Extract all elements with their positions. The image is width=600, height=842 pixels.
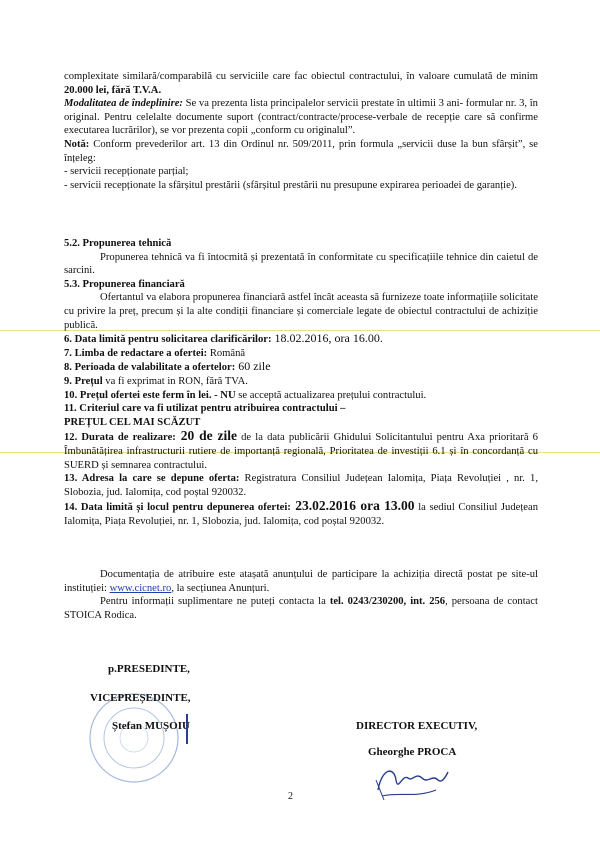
vice-signature-mark <box>180 712 194 746</box>
director-label: DIRECTOR EXECUTIV, <box>356 720 478 732</box>
item-11-value: PREȚUL CEL MAI SCĂZUT <box>64 416 201 428</box>
documentation-paragraph: Documentația de atribuire este atașată anunțului de participare la achiziția directă postat pe site-ul instituției: www.cicnet.ro, la secțiunea Anunțuri. <box>64 569 538 594</box>
vicepresedinte-name: Ștefan MUȘOIU <box>112 720 190 732</box>
section-heading: 5.3. Propunerea financiară <box>64 278 185 290</box>
vicepresedinte-label: VICEPREȘEDINTE, <box>90 692 191 704</box>
modalitate-paragraph: Modalitatea de îndeplinire: Se va prezenta lista principalelor servicii prestate în ultimii 3 ani- formular nr. 3, în original. Pentru celelalte documente suport (contract/contracte/procese-verbale de recepție care să confirme executarea lucrărilor), se vor prezenta copii „conform cu originalul”. <box>64 98 538 137</box>
website-link[interactable]: www.cicnet.ro <box>109 582 172 594</box>
nota-paragraph: Notă: Conform prevederilor art. 13 din Ordinul nr. 509/2011, prin formula „servicii duse la bun sfârșit”, se înțeleg: <box>64 138 538 164</box>
item-11: 11. Criteriul care va fi utilizat pentru atribuirea contractului – <box>64 403 346 415</box>
section-text: Ofertantul va elabora propunerea financiară astfel încât aceasta să furnizeze toate informațiile solicitate cu privire la preț, precum și la alte condiții financiare și comerciale legate de obiectul contractului de achiziție publică. <box>64 292 538 331</box>
contact-paragraph: Pentru informații suplimentare ne puteți contacta la tel. 0243/230200, int. 256, persoana de contact STOICA Rodica. <box>64 596 538 621</box>
item-8: 8. Perioada de valabilitate a ofertelor: 60 zile <box>64 359 271 374</box>
director-name: Gheorghe PROCA <box>368 746 457 758</box>
item-7: 7. Limba de redactare a ofertei: Română <box>64 347 246 359</box>
handwritten-signature <box>372 760 452 804</box>
experience-paragraph: complexitate similară/comparabilă cu serviciile care fac obiectul contractului, în valoare cumulată de minim 20.000 lei, fără T.V.A. <box>64 71 538 96</box>
item-6: 6. Data limită pentru solicitarea clarificărilor: 18.02.2016, ora 16.00. <box>64 331 383 346</box>
item-14: 14. Data limită și locul pentru depunerea ofertei: 23.02.2016 ora 13.00 la sediul Consiliul Județean Ialomița, Piața Revoluției, nr. 1, Slobozia, jud. Ialomița, cod poștal 920032. <box>64 498 538 527</box>
item-12: 12. Durata de realizare: 20 de zile de la data publicării Ghidului Solicitantului pentru Axa prioritară 6 Îmbunătățirea infrastructurii rutiere de importanță regională, Prioritatea de investiții 6.1 și în concordanță cu SUERD și semnarea contractului. <box>64 428 538 471</box>
offer-section <box>64 237 538 528</box>
item-10: 10. Prețul ofertei este ferm în lei. - NU se acceptă actualizarea prețului contractului. <box>64 389 427 401</box>
p-presedinte-label: p.PRESEDINTE, <box>108 663 190 675</box>
item-13: 13. Adresa la care se depune oferta: Registratura Consiliul Județean Ialomița, Piața Revoluției , nr. 1, Slobozia, jud. Ialomița, cod poștal 920032. <box>64 473 538 498</box>
item-9: 9. Prețul va fi exprimat in RON, fără TVA. <box>64 375 248 387</box>
section-heading: 5.2. Propunerea tehnică <box>64 238 172 249</box>
page-number: 2 <box>288 791 293 802</box>
nota-item: - servicii recepționate parțial; <box>64 166 189 178</box>
nota-item: - servicii recepționate la sfârșitul prestării (sfârșitul prestării nu presupune expirarea perioadei de garanție). <box>64 179 517 191</box>
qualification-section <box>64 70 538 192</box>
contact-section <box>64 568 538 622</box>
section-text: Propunerea tehnică va fi întocmită și prezentată în conformitate cu specificațiile tehnice din caietul de sarcini. <box>64 251 538 277</box>
